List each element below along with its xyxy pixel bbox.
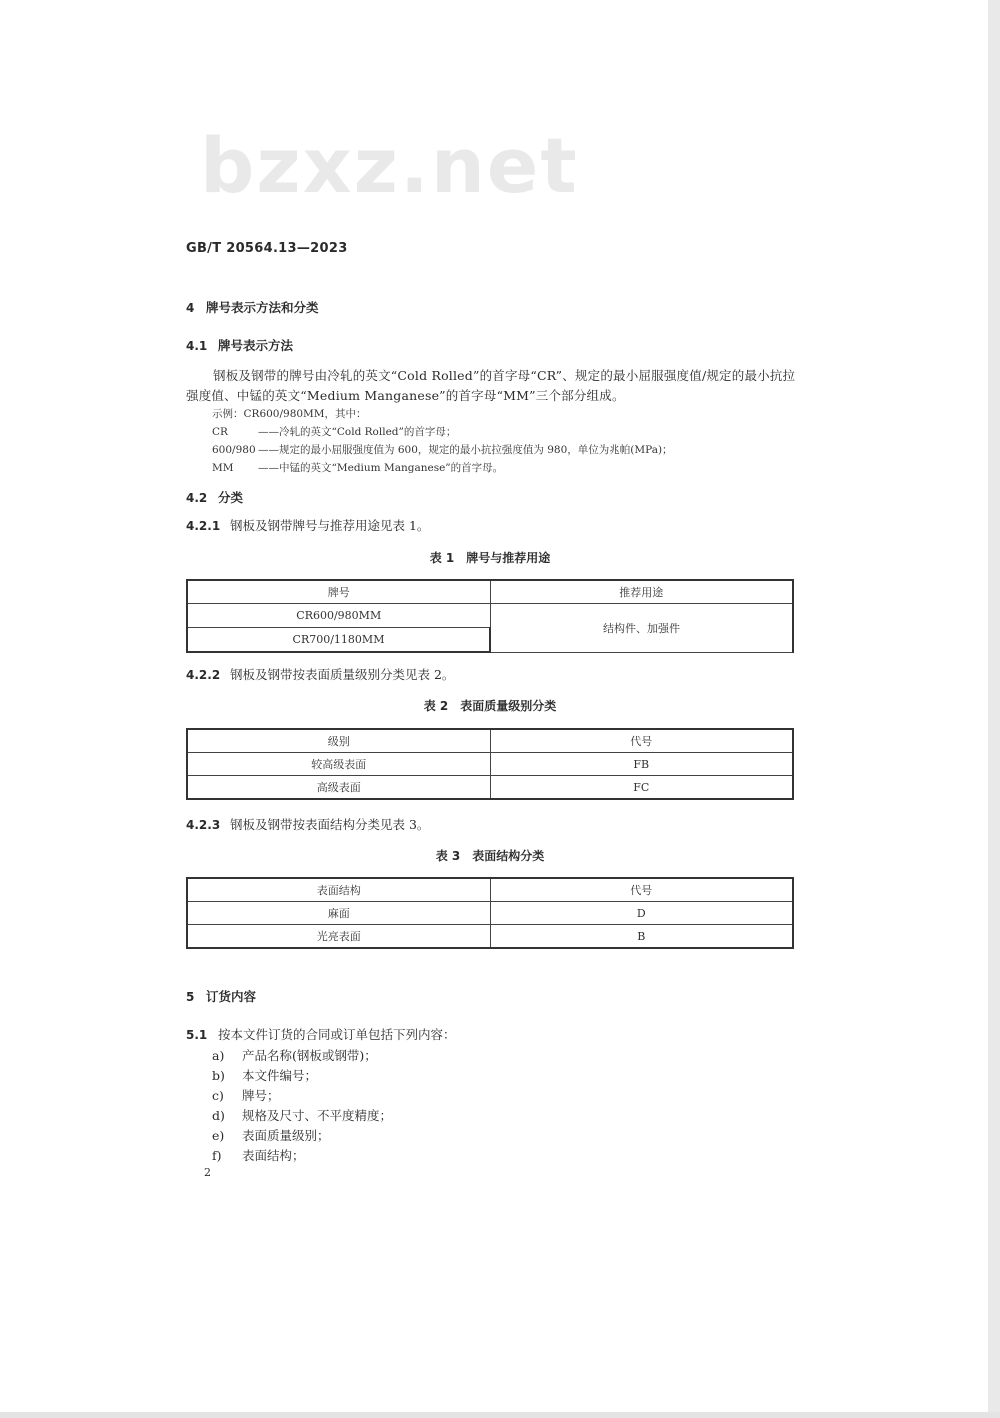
list-item-text: 表面结构； bbox=[242, 1148, 305, 1163]
section-number: 4 bbox=[186, 301, 195, 315]
section-title: 牌号表示方法和分类 bbox=[206, 300, 319, 315]
section-4-2-1 bbox=[186, 516, 429, 536]
section-text: 钢板及钢带牌号与推荐用途见表 1。 bbox=[230, 518, 430, 533]
table-row bbox=[187, 776, 793, 800]
example-term: MM bbox=[212, 462, 234, 474]
page-edge-shadow bbox=[0, 1412, 1000, 1418]
section-number: 4.2.3 bbox=[186, 818, 221, 832]
section-number: 4.2 bbox=[186, 491, 208, 505]
table-cell: 光亮表面 bbox=[187, 925, 490, 949]
list-item bbox=[212, 1146, 305, 1164]
example-line-cr bbox=[212, 423, 456, 441]
standard-code: GB/T 20564.13—2023 bbox=[186, 241, 348, 256]
table-cell: 麻面 bbox=[187, 902, 490, 925]
section-number: 5 bbox=[186, 990, 195, 1004]
table-header-row bbox=[187, 878, 793, 902]
section-number: 4.2.1 bbox=[186, 519, 221, 533]
example-line-mm bbox=[212, 459, 503, 477]
table-cell: FC bbox=[490, 776, 793, 800]
list-item-label: c) bbox=[212, 1088, 224, 1103]
section-text: 钢板及钢带按表面结构分类见表 3。 bbox=[230, 817, 430, 832]
table-1-caption: 表 1 牌号与推荐用途 bbox=[429, 551, 551, 565]
section-4-1-paragraph: 钢板及钢带的牌号由冷轧的英文“Cold Rolled”的首字母“CR”、规定的最小屈服强度值/规定的最小抗拉强度值、中锰的英文“Medium Manganese”的首字母“MM”三个部分组成。 bbox=[186, 368, 796, 403]
section-number: 4.1 bbox=[186, 339, 208, 353]
table-cell: FB bbox=[490, 753, 793, 776]
table-3 bbox=[186, 877, 794, 949]
section-number: 5.1 bbox=[186, 1028, 208, 1042]
page-number: 2 bbox=[204, 1166, 211, 1179]
page-edge-shadow bbox=[988, 0, 1000, 1418]
table-header-cell: 表面结构 bbox=[187, 878, 490, 902]
example-term: 600/980 bbox=[212, 444, 256, 456]
table-3-caption: 表 3 表面结构分类 bbox=[435, 849, 545, 863]
section-number: 4.2.2 bbox=[186, 668, 221, 682]
section-title: 订货内容 bbox=[206, 989, 257, 1004]
example-desc: ——规定的最小屈服强度值为 600，规定的最小抗拉强度值为 980，单位为兆帕(MPa)； bbox=[258, 444, 673, 456]
list-item bbox=[212, 1086, 280, 1104]
example-term: CR bbox=[212, 426, 228, 438]
table-cell-merged: 结构件、加强件 bbox=[490, 604, 793, 653]
section-4-2-3 bbox=[186, 815, 429, 835]
list-item-text: 本文件编号； bbox=[242, 1068, 318, 1083]
list-item bbox=[212, 1106, 392, 1124]
list-item bbox=[212, 1126, 330, 1144]
example-line-600-980 bbox=[212, 441, 673, 459]
list-item-label: e) bbox=[212, 1128, 225, 1143]
section-5-heading bbox=[186, 987, 256, 1005]
example-intro: 示例：CR600/980MM，其中： bbox=[212, 408, 367, 420]
table-cell: B bbox=[490, 925, 793, 949]
list-item-label: f) bbox=[212, 1148, 222, 1163]
list-item-text: 牌号； bbox=[242, 1088, 280, 1103]
table-header-cell: 代号 bbox=[490, 878, 793, 902]
section-text: 钢板及钢带按表面质量级别分类见表 2。 bbox=[230, 667, 455, 682]
table-cell: 高级表面 bbox=[187, 776, 490, 800]
table-row bbox=[187, 902, 793, 925]
section-title: 分类 bbox=[218, 490, 244, 505]
example-desc: ——冷轧的英文“Cold Rolled”的首字母； bbox=[258, 426, 457, 438]
table-cell: 较高级表面 bbox=[187, 753, 490, 776]
list-item-label: b) bbox=[212, 1068, 225, 1083]
list-item-text: 表面质量级别； bbox=[242, 1128, 330, 1143]
section-5-1 bbox=[186, 1025, 456, 1045]
table-cell: CR700/1180MM bbox=[187, 628, 490, 653]
table-header-cell: 推荐用途 bbox=[490, 580, 793, 604]
section-4-heading bbox=[186, 298, 319, 316]
table-1 bbox=[186, 579, 794, 653]
list-item-text: 规格及尺寸、不平度精度； bbox=[242, 1108, 393, 1123]
table-header-row bbox=[187, 580, 793, 604]
table-row bbox=[187, 604, 793, 628]
table-header-row bbox=[187, 729, 793, 753]
list-item-text: 产品名称(钢板或钢带)； bbox=[242, 1048, 377, 1063]
section-4-2-2 bbox=[186, 665, 454, 685]
section-4-2-heading bbox=[186, 488, 243, 506]
table-2-caption: 表 2 表面质量级别分类 bbox=[423, 699, 557, 713]
section-4-1-heading bbox=[186, 336, 293, 354]
table-header-cell: 级别 bbox=[187, 729, 490, 753]
table-header-cell: 牌号 bbox=[187, 580, 490, 604]
section-title: 牌号表示方法 bbox=[218, 338, 294, 353]
example-desc: ——中锰的英文“Medium Manganese”的首字母。 bbox=[258, 462, 504, 474]
list-item-label: a) bbox=[212, 1048, 225, 1063]
table-2 bbox=[186, 728, 794, 800]
section-text: 按本文件订货的合同或订单包括下列内容： bbox=[218, 1027, 456, 1042]
list-item bbox=[212, 1066, 317, 1084]
list-item-label: d) bbox=[212, 1108, 225, 1123]
list-item bbox=[212, 1046, 377, 1064]
table-row bbox=[187, 925, 793, 949]
table-header-cell: 代号 bbox=[490, 729, 793, 753]
table-cell: CR600/980MM bbox=[187, 604, 490, 628]
table-row bbox=[187, 753, 793, 776]
table-cell: D bbox=[490, 902, 793, 925]
watermark: bzxz.net bbox=[200, 121, 579, 210]
